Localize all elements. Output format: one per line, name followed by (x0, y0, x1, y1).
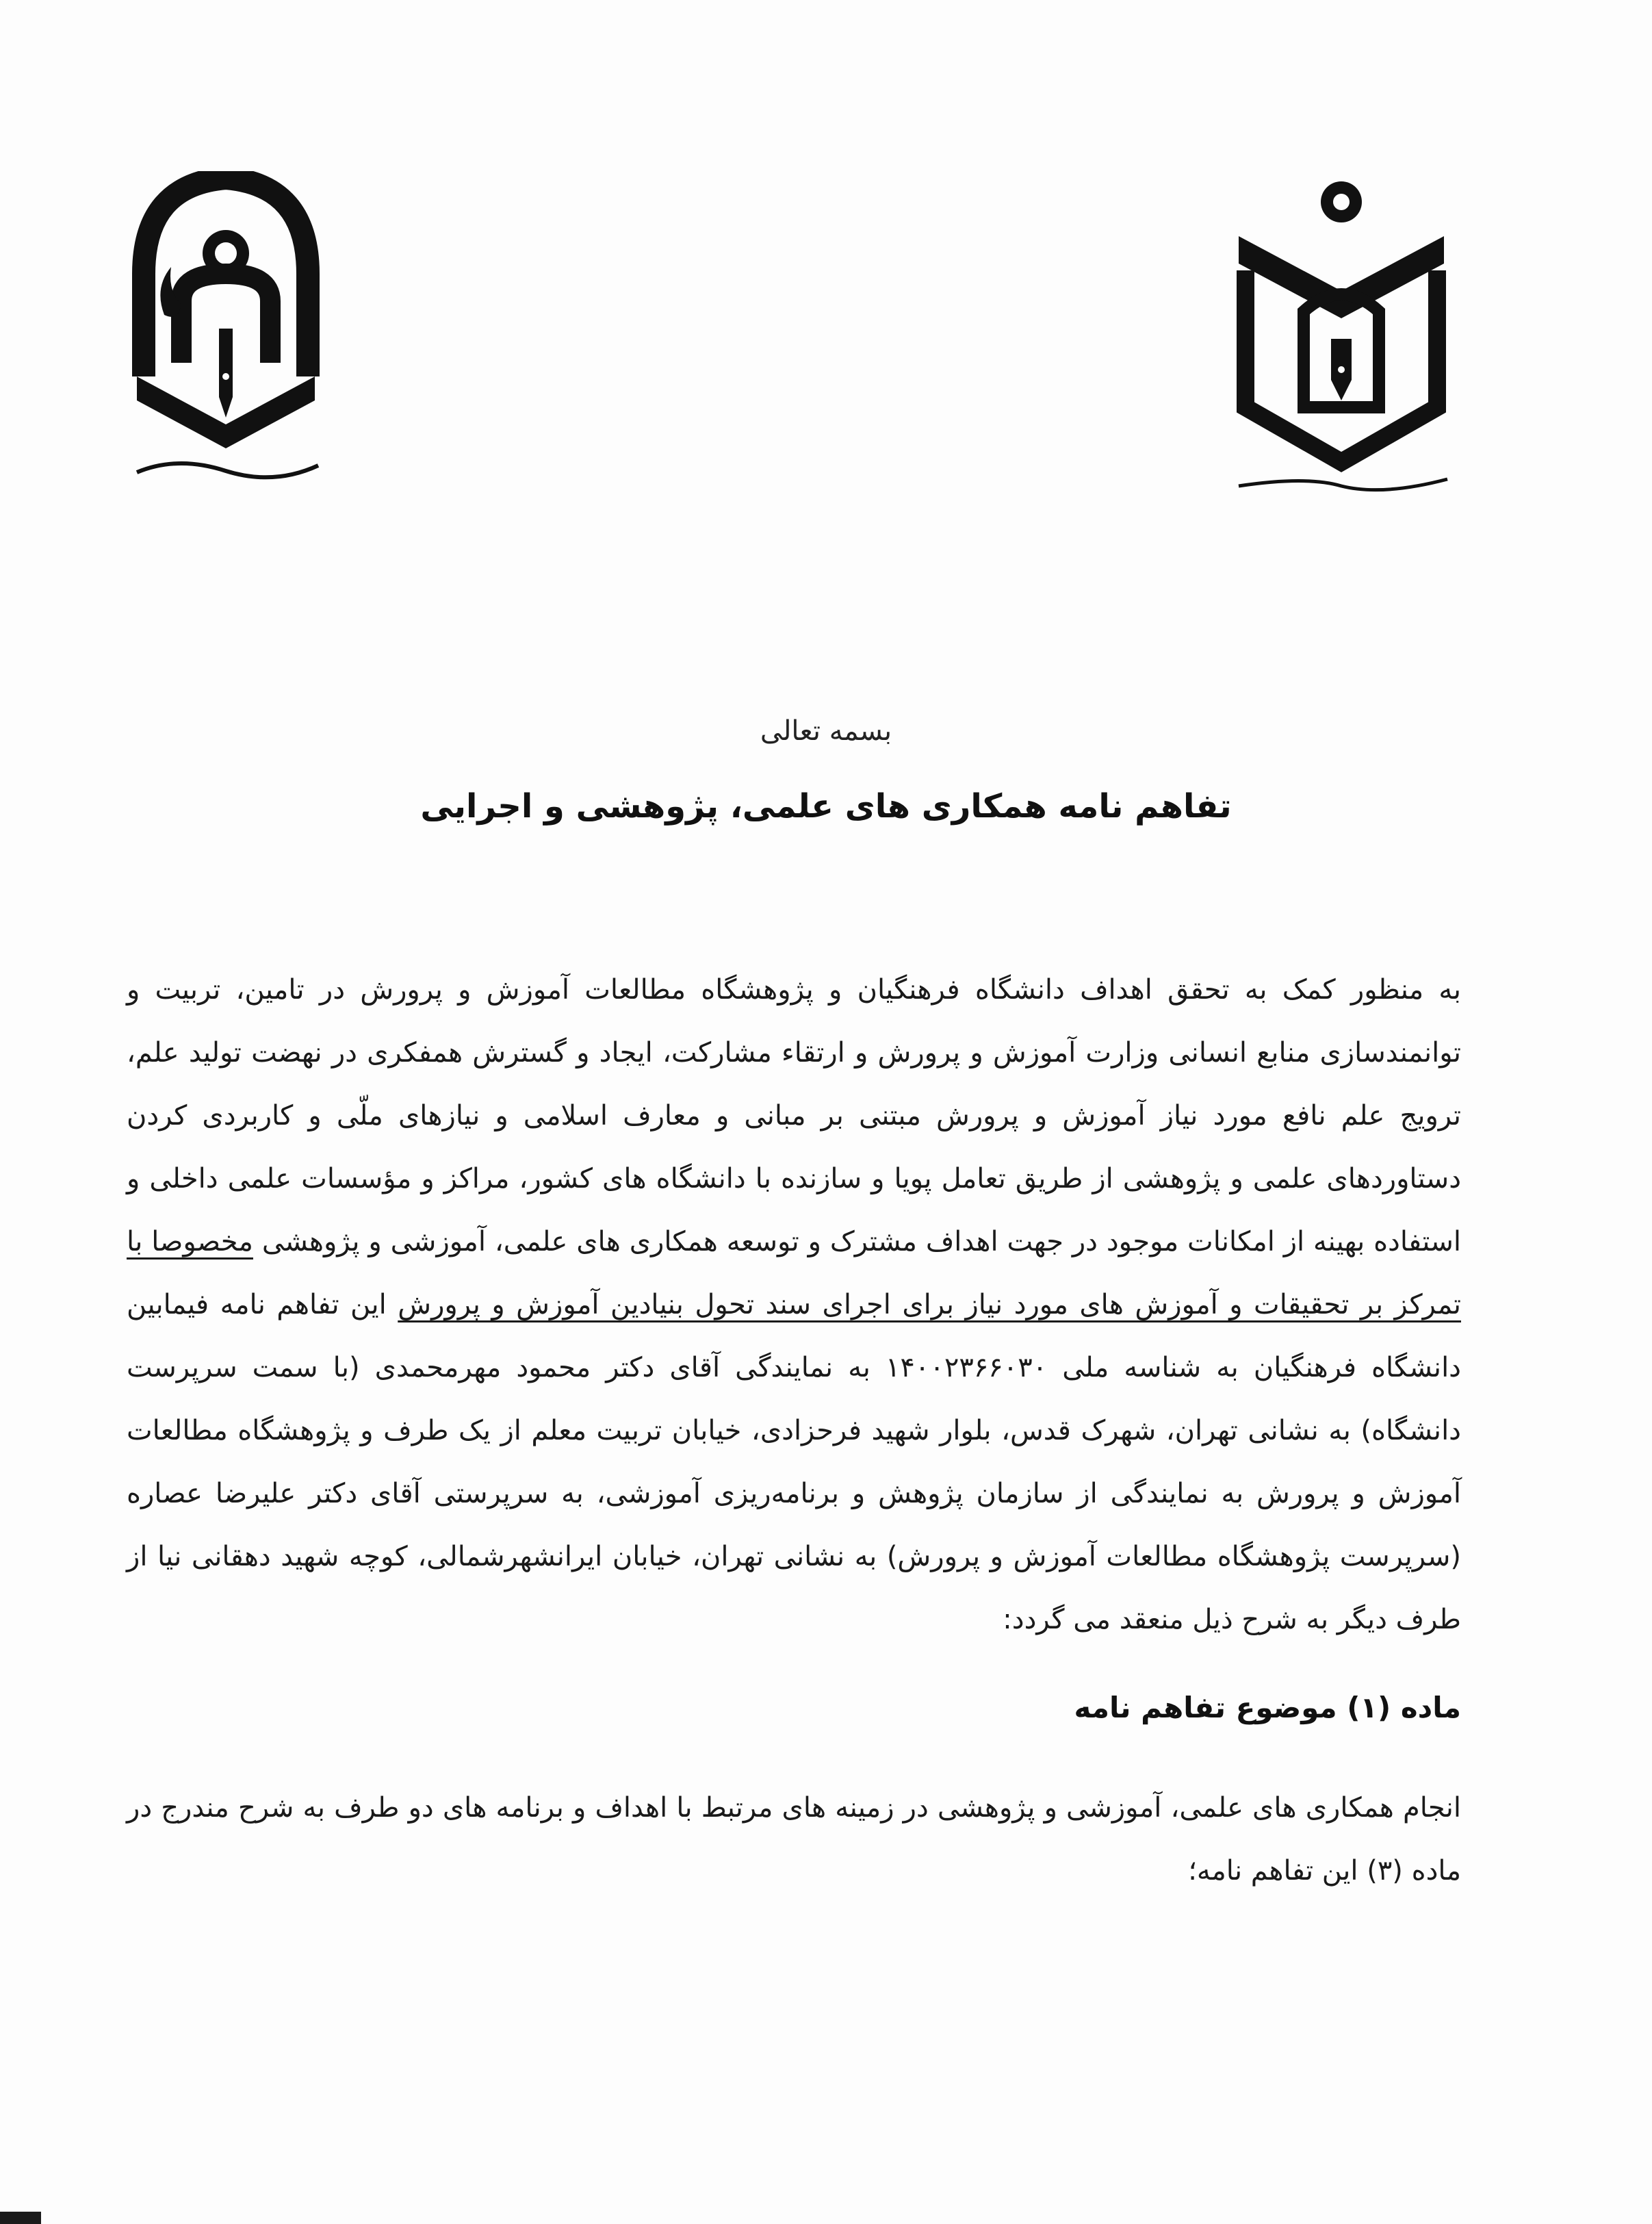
farhangian-logo-icon (123, 171, 328, 500)
basmala-heading: بسمه تعالی (760, 715, 892, 747)
intro-underlined-text: مخصوصا با تمرکز بر تحقیقات و آموزش های مورد نیاز برای اجرای سند تحول بنیادین آموزش و پرورش (127, 1226, 1461, 1320)
scan-edge-mark (0, 2212, 41, 2224)
article-1-heading: ماده (۱) موضوع تفاهم نامه (1074, 1691, 1461, 1724)
research-institute-logo-icon (1225, 175, 1458, 503)
intro-text-part-2: این تفاهم نامه فیمابین دانشگاه فرهنگیان به شناسه ملی ۱۴۰۰۲۳۶۶۰۳۰ به نمایندگی آقای دکتر محمود مهرمحمدی (با سمت سرپرست دانشگاه) به نشانی تهران، شهرک قدس، بلوار شهید فرحزادی، خیابان تربیت معلم از یک طرف و پژوهشگاه مطالعات آموزش و پرورش به نمایندگی از سازمان پژوهش و برنامه‌ریزی آموزشی، به سرپرستی آقای دکتر علیرضا عصاره (سرپرست پژوهشگاه مطالعات آموزش و پرورش) به نشانی تهران، خیابان ایرانشهرشمالی، کوچه شهید دهقانی نیا از طرف دیگر به شرح ذیل منعقد می گردد: (127, 1289, 1461, 1635)
intro-paragraph (127, 958, 1461, 1651)
research-institute-logo (1225, 175, 1458, 503)
farhangian-university-logo (123, 171, 328, 500)
intro-text-part-1: به منظور کمک به تحقق اهداف دانشگاه فرهنگیان و پژوهشگاه مطالعات آموزش و پرورش در تامین، تربیت و توانمندسازی منابع انسانی وزارت آموزش و پرورش و ارتقاء مشارکت، ایجاد و گسترش همفکری در نهضت تولید علم، ترویج علم نافع مورد نیاز آموزش و پرورش مبتنی بر مبانی و معارف اسلامی و نیازهای ملّی و کاربردی کردن دستاوردهای علمی و پژوهشی از طریق تعامل پویا و سازنده با دانشگاه های کشور، مراکز و مؤسسات علمی داخلی و استفاده بهینه از امکانات موجود در جهت اهداف مشترک و توسعه همکاری های علمی، آموزشی و پژوهشی (127, 974, 1461, 1257)
document-title: تفاهم نامه همکاری های علمی، پژوهشی و اجرایی (420, 787, 1232, 826)
article-1-text: انجام همکاری های علمی، آموزشی و پژوهشی در زمینه های مرتبط با اهداف و برنامه های دو طرف به شرح مندرج در ماده (۳) این تفاهم نامه؛ (127, 1792, 1461, 1887)
